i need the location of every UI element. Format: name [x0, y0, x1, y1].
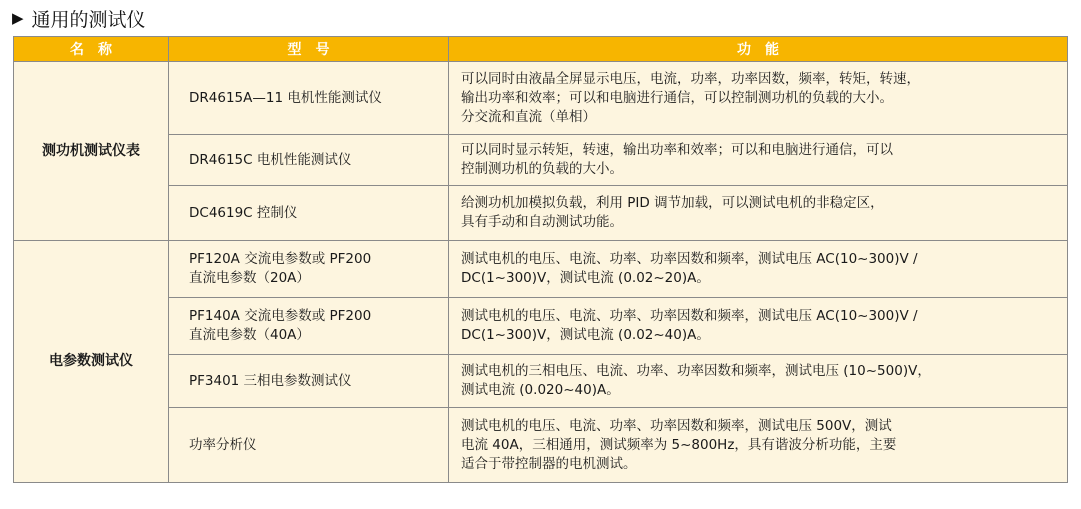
table-row — [14, 62, 1068, 135]
function-cell — [449, 186, 1068, 241]
play-triangle-icon: ▶ — [12, 9, 24, 27]
function-cell — [449, 135, 1068, 186]
table-row — [14, 408, 1068, 483]
table-row — [14, 355, 1068, 408]
model-cell — [169, 186, 449, 241]
model-text: DR4615C 电机性能测试仪 — [189, 151, 352, 168]
table-row — [14, 186, 1068, 241]
table-row — [14, 241, 1068, 298]
function-text: 测试电机的电压、电流、功率、功率因数和频率，测试电压 500V，测试 电流 40A，三相通用，测试频率为 5~800Hz，具有谐波分析功能，主要 适合于带控制器的电机测试。 — [461, 417, 897, 472]
category-cell: 电参数测试仪 — [14, 241, 169, 483]
function-cell — [449, 62, 1068, 135]
header-model: 型 号 — [169, 37, 449, 62]
function-text: 可以同时由液晶全屏显示电压，电流，功率，功率因数，频率，转矩，转速， 输出功率和效率；可以和电脑进行通信，可以控制测功机的负载的大小。 分交流和直流（单相） — [461, 70, 920, 125]
function-cell — [449, 241, 1068, 298]
function-text: 测试电机的电压、电流、功率、功率因数和频率，测试电压 AC(10~300)V / DC(1~300)V，测试电流 (0.02~20)A。 — [461, 251, 918, 286]
section-title: 通用的测试仪 — [31, 8, 146, 31]
model-cell — [169, 241, 449, 298]
model-cell — [169, 355, 449, 408]
model-cell — [169, 135, 449, 186]
header-name: 名 称 — [14, 37, 169, 62]
function-cell — [449, 298, 1068, 355]
model-text: DR4615A—11 电机性能测试仪 — [189, 89, 382, 106]
section-heading — [12, 2, 146, 34]
category-cell: 测功机测试仪表 — [14, 62, 169, 241]
instrument-table — [13, 36, 1068, 483]
table-header-row — [14, 37, 1068, 62]
model-text: PF3401 三相电参数测试仪 — [189, 372, 352, 389]
model-text: PF120A 交流电参数或 PF200 直流电参数（20A） — [189, 251, 372, 286]
function-cell — [449, 408, 1068, 483]
table-row — [14, 298, 1068, 355]
model-text: 功率分析仪 — [189, 436, 257, 453]
model-cell — [169, 298, 449, 355]
function-text: 给测功机加模拟负载，利用 PID 调节加载，可以测试电机的非稳定区， 具有手动和自动测试功能。 — [461, 195, 884, 230]
function-text: 可以同时显示转矩，转速，输出功率和效率；可以和电脑进行通信，可以 控制测功机的负载的大小。 — [461, 142, 893, 177]
model-text: PF140A 交流电参数或 PF200 直流电参数（40A） — [189, 308, 372, 343]
model-cell — [169, 62, 449, 135]
header-function: 功 能 — [449, 37, 1068, 62]
model-text: DC4619C 控制仪 — [189, 204, 298, 221]
function-text: 测试电机的电压、电流、功率、功率因数和频率，测试电压 AC(10~300)V / DC(1~300)V，测试电流 (0.02~40)A。 — [461, 308, 918, 343]
model-cell — [169, 408, 449, 483]
table-row — [14, 135, 1068, 186]
function-cell — [449, 355, 1068, 408]
function-text: 测试电机的三相电压、电流、功率、功率因数和频率，测试电压 (10~500)V， 测试电流 (0.020~40)A。 — [461, 363, 931, 398]
